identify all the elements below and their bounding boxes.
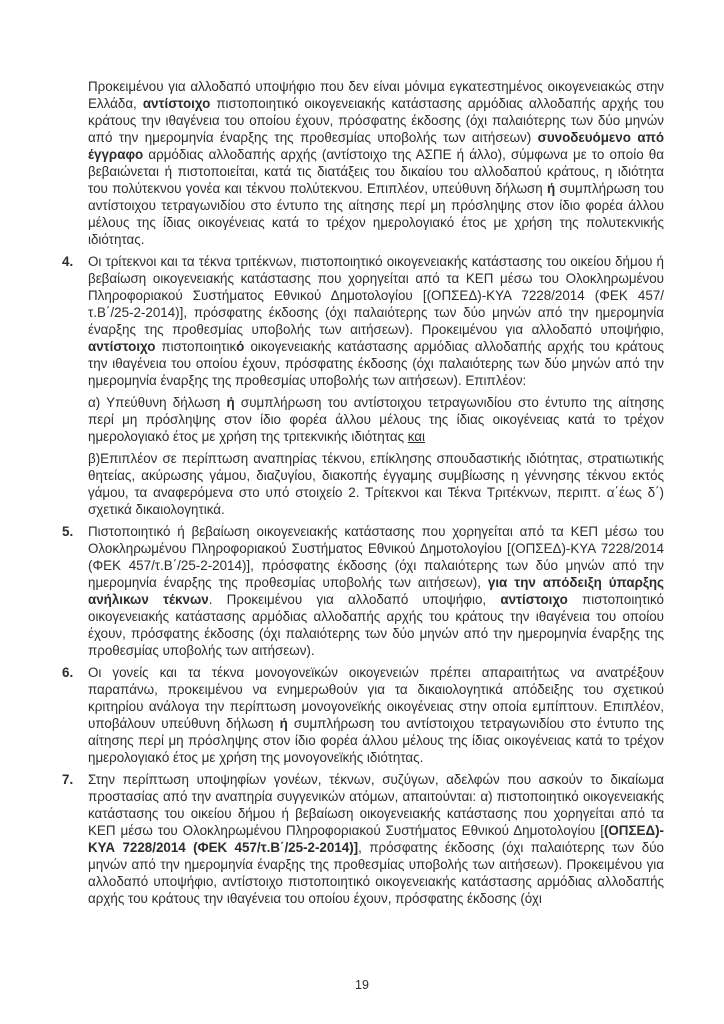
- text-run: οικογενειακής κατάστασης αρμόδιας αλλοδαπής αρχής του κράτους την ιθαγένεια του οποίου έχουν, πρόσφατης έκδοσης (όχι παλαιότερης των δύο μηνών από την ημερομηνία έναρξης της προθεσμίας υποβολής των αιτήσεων). Επιπλέον:: [88, 339, 664, 388]
- text-run: ό: [236, 339, 245, 354]
- text-run: για την απόδειξη ύπαρξης ανήλικων τέκνων: [88, 575, 664, 607]
- text-run: συμπλήρωση του αντίστοιχου τετραγωνιδίου στο έντυπο της αίτησης περί μη πρόσληψης στον ίδιο φορέα άλλου μέλους της ίδιας οικογένειας κατά το τρέχον ημερολογιακό έτος με χρήση της πολυτεκνικής ιδιότητας.: [88, 181, 665, 247]
- text-run: αρμόδιας αλλοδαπής αρχής (αντίστοιχο της ΑΣΠΕ ή άλλο), σύμφωνα με το οποίο θα βεβαιώνεται ή πιστοποιείται, κατά τις διατάξεις του δικαίου του αλλοδαπού κράτους, η ιδιότητα του πολύτεκνου γονέα και τέκνου πολύτεκνου. Επιπλέον, υπεύθυνη δήλωση: [88, 147, 664, 196]
- page-number: 19: [355, 978, 369, 992]
- document-body: [62, 78, 664, 912]
- text-run: αντίστοιχο: [142, 96, 211, 111]
- paragraph-allodapos-polyteknos: [88, 78, 664, 248]
- text-run: . Προκειμένου για αλλοδαπό υποψήφιο,: [208, 592, 501, 607]
- text-run: β)Επιπλέον σε περίπτωση αναπηρίας τέκνου, επίκλησης σπουδαστικής ιδιότητας, στρατιωτικής θητείας, ακύρωσης γάμου, διαζυγίου, διακοπής έγγαμης συμβίωσης η γέννησης τέκνου εκτός γάμου, τα αναφερόμενα στο υπό στοιχείο 2. Τρίτεκνοι και Τέκνα Τριτέκνων, περιπτ. α΄έως δ΄) σχετικά δικαιολογητικά.: [88, 451, 664, 517]
- item-4-sub-b: [88, 450, 664, 518]
- text-run: Πιστοποιητικό ή βεβαίωση οικογενειακής κατάστασης που χορηγείται από τα ΚΕΠ μέσω του Ολοκληρωμένου Πληροφοριακού Συστήματος Εθνικού Δημοτολογίου [(ΟΠΣΕΔ)-ΚΥΑ 7228/2014 (ΦΕΚ 457/τ.Β΄/25-2-2014)], πρόσφατης έκδοσης (όχι παλαιότερης των δύο μηνών από την ημερομηνία έναρξης της προθεσμίας υποβολής των αιτήσεων),: [88, 524, 664, 590]
- text-run: ή: [546, 181, 556, 196]
- text-run: (ΟΠΣΕΔ)-ΚΥΑ 7228/2014 (ΦΕΚ 457/τ.Β΄/25-2-2014)]: [88, 823, 664, 855]
- text-run: πιστοποιητικό οικογενειακής κατάστασης αρμόδιας αλλοδαπής αρχής του κράτους την ιθαγένεια του οποίου έχουν, πρόσφατης έκδοσης (όχι παλαιότερης των δύο μηνών από την ημερομηνία έναρξης της προθεσμίας υποβολής των αιτήσεων): [88, 96, 665, 145]
- text-run: Οι γονείς και τα τέκνα μονογονεϊκών οικογενειών πρέπει απαραιτήτως να ανατρέξουν παραπάνω, προκειμένου να ενημερωθούν για τα δικαιολογητικά απόδειξης του σχετικού κριτηρίου ανάλογα την περίπτωση μονογονεϊκής οικογένειας στην οποία εμπίπτουν. Επιπλέον, υποβάλουν υπεύθυνη δήλωση: [88, 665, 664, 731]
- list-number: 6.: [62, 665, 74, 680]
- item-4: [62, 253, 664, 389]
- text-run: αντίστοιχο: [88, 339, 156, 354]
- text-run: συνοδευόμενο από έγγραφο: [88, 130, 665, 162]
- list-number: 7.: [62, 772, 74, 787]
- text-run: Προκειμένου για αλλοδαπό υποψήφιο που δεν είναι μόνιμα εγκατεστημένος οικογενειακώς στην Ελλάδα,: [88, 79, 664, 111]
- text-run: ή: [226, 395, 235, 410]
- text-run: πιστοποιητικό οικογενειακής κατάστασης αρμόδιας αλλοδαπής αρχής του κράτους την ιθαγένεια του οποίου έχουν, πρόσφατης έκδοσης (όχι παλαιότερης των δύο μηνών από την ημερομηνία έναρξης της προθεσμίας υποβολής των αιτήσεων).: [88, 592, 665, 658]
- text-run: , πρόσφατης έκδοσης (όχι παλαιότερης των δύο μηνών από την ημερομηνία έναρξης της προθεσμίας υποβολής των αιτήσεων). Προκειμένου για αλλοδαπό υποψήφιο, αντίστοιχο πιστοποιητικό οικογενειακής κατάστασης αρμόδιας αλλοδαπής αρχής του κράτους την ιθαγένεια του οποίου έχουν, πρόσφατης έκδοσης (όχι: [88, 840, 664, 906]
- list-number: 5.: [62, 524, 74, 539]
- text-run: ή: [279, 716, 288, 731]
- text-run: α) Υπεύθυνη δήλωση: [88, 395, 227, 410]
- text-run: συμπλήρωση του αντίστοιχου τετραγωνιδίου στο έντυπο της αίτησης περί μη πρόσληψης στον ίδιο φορέα άλλου μέλους της ίδιας οικογένειας κατά το τρέχον ημερολογιακό έτος με χρήση της τριτεκνικής ιδιότητας: [88, 395, 664, 444]
- text-run: συμπλήρωση του αντίστοιχου τετραγωνιδίου στο έντυπο της αίτησης περί μη πρόσληψης στον ίδιο φορέα άλλου μέλους της ίδιας οικογένειας κατά το τρέχον ημερολογιακό έτος με χρήση της μονογονεϊκής ιδιότητας.: [88, 716, 664, 765]
- list-number: 4.: [62, 254, 74, 269]
- text-run: πιστοποιητικ: [155, 339, 237, 354]
- item-4-sub-a: [88, 394, 664, 445]
- item-6: [62, 664, 664, 766]
- text-run: Στην περίπτωση υποψηφίων γονέων, τέκνων, συζύγων, αδελφών που ασκούν το δικαίωμα προστασίας από την αναπηρία συγγενικών ατόμων, απαιτούνται: α) πιστοποιητικό οικογενειακής κατάστασης του οικείου δήμου ή βεβαίωση οικογενειακής κατάστασης που χορηγείται από τα ΚΕΠ μέσω του Ολοκληρωμένου Πληροφοριακού Συστήματος Εθνικού Δημοτολογίου [: [88, 772, 664, 838]
- text-run: και: [407, 429, 426, 444]
- item-5: [62, 523, 665, 659]
- text-run: αντίστοιχο: [500, 592, 568, 607]
- text-run: Οι τρίτεκνοι και τα τέκνα τριτέκνων, πιστοποιητικό οικογενειακής κατάστασης του οικείου δήμου ή βεβαίωση οικογενειακής κατάστασης που χορηγείται από τα ΚΕΠ μέσω του Ολοκληρωμένου Πληροφοριακού Συστήματος Εθνικού Δημοτολογίου [(ΟΠΣΕΔ)-ΚΥΑ 7228/2014 (ΦΕΚ 457/τ.Β΄/25-2-2014)], πρόσφατης έκδοσης (όχι παλαιότερης των δύο μηνών από την ημερομηνία έναρξης της προθεσμίας υποβολής των αιτήσεων). Προκειμένου για αλλοδαπό υποψήφιο,: [88, 254, 664, 337]
- item-7: [62, 771, 664, 907]
